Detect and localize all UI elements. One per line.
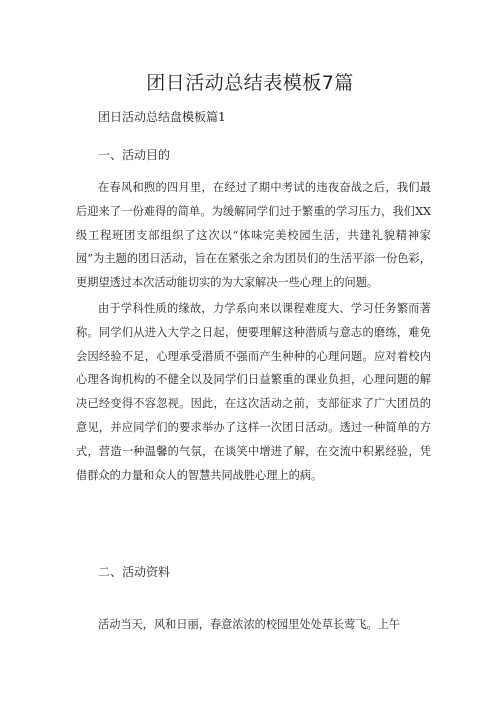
section-heading-content: 二、活动资料 [98,565,171,579]
document-title: 团日活动总结表模板7篇 [146,72,354,94]
paragraph-intro: 在春风和煦的四月里，在经过了期中考试的违夜奋战之后，我们最后迎来了一份难得的简单。为缓解同学们过于繁重的学习压力，我们XX级工程班团支部组织了这次以“体味完美校园生活，共建礼貌精神家园”为主题的团日活动，旨在在紧张之余为团员们的生活平添一份色彩，更期望透过本次活动能切实的为大家解决一些心理上的问题。 [76,181,431,290]
document-subtitle: 团日活动总结盘模板篇1 [98,110,226,124]
paragraph-activity: 活动当天，风和日丽，春意浓浓的校园里处处草长莺飞。上午 [98,618,401,631]
paragraph-reason: 由于学科性质的缘故，力学系向来以课程难度大、学习任务繁而著称。同学们从进入大学之日起，便要理解这种潜质与意志的磨练，难免会因经验不足，心理承受潜质不强而产生种种的心理问题。应对着校内心理各询机构的不健全以及同学们日益繁重的课业负担，心理问题的解决已经变得不容忽视。因此，在这次活动之前，支部征求了广大团员的意见，并应同学们的要求举办了这样一次团日活动。透过一种简单的方式，营造一种温馨的气氛，在谈笑中增进了解，在交流中积累经验，凭借群众的力量和众人的智慧共同战胜心理上的病。 [76,302,431,482]
section-heading-purpose: 一、活动目的 [98,148,171,162]
